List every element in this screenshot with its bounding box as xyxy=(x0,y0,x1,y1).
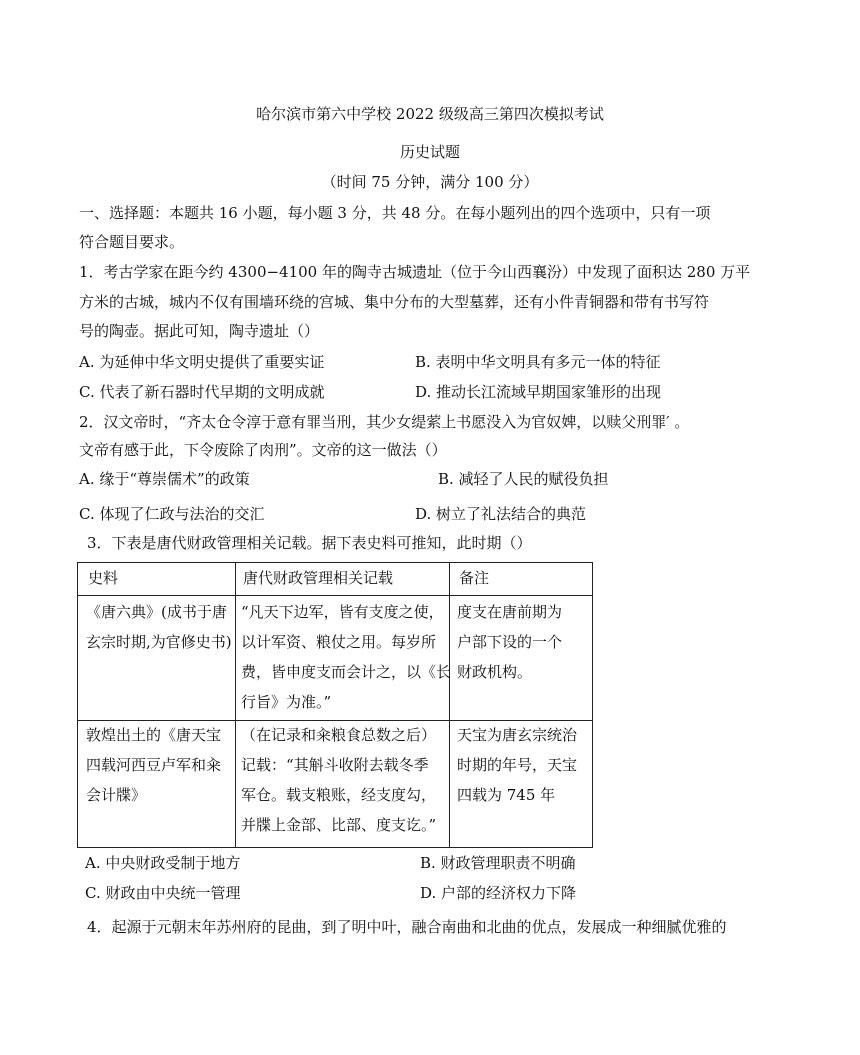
q3-option-d: D. 户部的经济权力下降 xyxy=(420,884,577,902)
table-row-divider-1 xyxy=(78,595,592,596)
q3-table xyxy=(77,562,593,848)
q1-stem-line2: 方米的古城，城内不仅有围墙环绕的宫城、集中分布的大型墓葬，还有小件青铜器和带有书写符 xyxy=(79,293,710,311)
section-instruction-line1: 一、选择题：本题共 16 小题，每小题 3 分，共 48 分。在每小题列出的四个选项中，只有一项 xyxy=(79,204,711,222)
table-col-divider-1 xyxy=(235,563,236,847)
q3-stem: 3．下表是唐代财政管理相关记载。据下表史料可推知，此时期（） xyxy=(87,534,532,552)
time-note: （时间 75 分钟，满分 100 分） xyxy=(321,173,539,191)
q1-option-c: C. 代表了新石器时代早期的文明成就 xyxy=(79,383,325,401)
q2-option-b: B. 减轻了人民的赋役负担 xyxy=(438,470,609,488)
q2-option-c: C. 体现了仁政与法治的交汇 xyxy=(79,505,265,523)
q3-option-a: A. 中央财政受制于地方 xyxy=(85,854,241,872)
table-row1-note: 度支在唐前期为 户部下设的一个 财政机构。 xyxy=(457,603,563,681)
table-header-record: 唐代财政管理相关记载 xyxy=(243,569,394,587)
exam-title: 哈尔滨市第六中学校 2022 级级高三第四次模拟考试 xyxy=(256,105,604,123)
q1-option-b: B. 表明中华文明具有多元一体的特征 xyxy=(415,353,661,371)
q2-stem-line2: 文帝有感于此，下令废除了肉刑”。文帝的这一做法（） xyxy=(79,441,447,459)
table-row1-source: 《唐六典》(成书于唐 玄宗时期,为官修史书) xyxy=(86,603,232,651)
q3-option-b: B. 财政管理职责不明确 xyxy=(420,854,576,872)
q2-stem-line1: 2．汉文帝时，“齐太仓令淳于意有罪当刑，其少女缇萦上书愿没入为官奴婢，以赎父刑罪′ 。 xyxy=(79,413,690,431)
q3-option-c: C. 财政由中央统一管理 xyxy=(85,884,241,902)
q1-stem-line3: 号的陶壶。据此可知，陶寺遗址（） xyxy=(79,322,320,340)
q1-stem-line1: 1．考古学家在距今约 4300−4100 年的陶寺古城遗址（位于今山西襄汾）中发现了面积达 280 万平 xyxy=(79,263,751,281)
table-row1-record: “凡天下边军，皆有支度之使， 以计军资、粮仗之用。每岁所 费，皆申度支而会计之，以《长 行旨》为准。” xyxy=(241,603,452,711)
table-header-note: 备注 xyxy=(459,569,490,587)
q4-stem-line1: 4．起源于元朝末年苏州府的昆曲，到了明中叶，融合南曲和北曲的优点，发展成一种细腻优雅的 xyxy=(87,918,727,936)
q2-option-a: A. 缘于“尊崇儒术”的政策 xyxy=(79,470,250,488)
subject-title: 历史试题 xyxy=(399,143,460,161)
section-instruction-line2: 符合题目要求。 xyxy=(79,233,185,251)
table-row2-record: （在记录和籴粮食总数之后） 记载：“其斛斗收附去载冬季 军仓。载支粮账，经支度勾， 并牒上金部、比部、度支讫。” xyxy=(241,726,437,834)
table-row2-note: 天宝为唐玄宗统治 时期的年号，天宝 四载为 745 年 xyxy=(457,726,578,804)
q2-option-d: D. 树立了礼法结合的典范 xyxy=(415,505,587,523)
q1-option-a: A. 为延伸中华文明史提供了重要实证 xyxy=(79,353,325,371)
table-header-source: 史料 xyxy=(88,569,119,587)
table-row2-source: 敦煌出土的《唐天宝 四载河西豆卢军和籴 会计牒》 xyxy=(86,726,222,804)
q1-option-d: D. 推动长江流域早期国家雏形的出现 xyxy=(415,383,662,401)
